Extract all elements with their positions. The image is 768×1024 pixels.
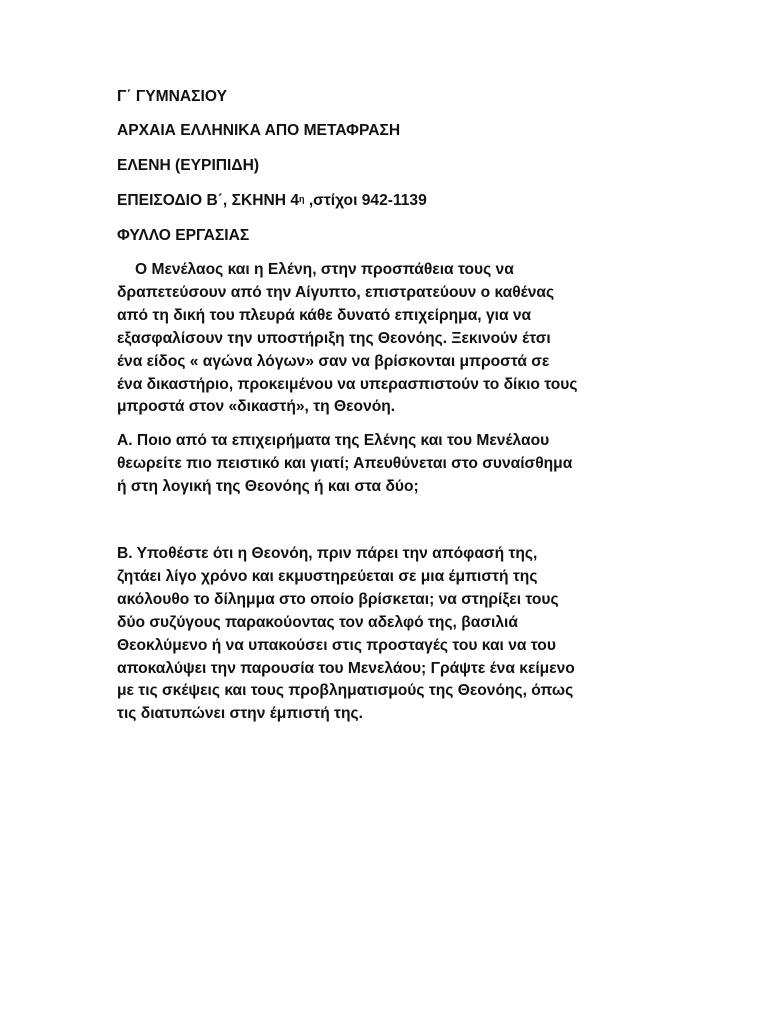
question-b-line: αποκαλύψει την παρουσία του Μενελάου; Γράψτε ένα κείμενο (117, 659, 575, 677)
question-a-line: θεωρείτε πιο πειστικό και γιατί; Απευθύνεται στο συναίσθημα (117, 454, 573, 472)
question-a-line: Α. Ποιο από τα επιχειρήματα της Ελένης και του Μενέλαου (117, 432, 550, 449)
intro-line: μπροστά στον «δικαστή», τη Θεονόη. (117, 398, 396, 416)
intro-line: δραπετεύσουν από την Αίγυπτο, επιστρατεύουν ο καθένας (117, 283, 555, 301)
subject-heading: ΑΡΧΑΙΑ ΕΛΛΗΝΙΚΑ ΑΠΟ ΜΕΤΑΦΡΑΣΗ (117, 122, 401, 139)
question-b-line: δύο συζύγους παρακούοντας τον αδελφό της, βασιλιά (117, 613, 518, 631)
worksheet-heading: ΦΥΛΛΟ ΕΡΓΑΣΙΑΣ (117, 227, 250, 244)
question-b-line: με τις σκέψεις και τους προβληματισμούς της Θεονόης, όπως (117, 682, 574, 700)
episode-heading (117, 190, 427, 212)
question-b (117, 543, 657, 726)
question-b-line: ακόλουθο το δίλημμα στο οποίο βρίσκεται; να στηρίξει τους (117, 590, 559, 608)
question-a-line: ή στη λογική της Θεονόης ή και στα δύο; (117, 477, 419, 495)
grade-heading: Γ΄ ΓΥΜΝΑΣΙΟΥ (117, 88, 227, 105)
intro-line: ένα είδος « αγώνα λόγων» σαν να βρίσκονται μπροστά σε (117, 352, 550, 370)
question-b-line: Θεοκλύμενο ή να υπακούσει στις προσταγές του και να του (117, 636, 556, 654)
intro-line: ένα δικαστήριο, προκειμένου να υπερασπιστούν το δίκιο τους (117, 375, 578, 393)
episode-superscript: η (299, 194, 305, 204)
question-a (117, 430, 657, 499)
work-heading: ΕΛΕΝΗ (ΕΥΡΙΠΙΔΗ) (117, 157, 260, 174)
question-b-line: Β. Υποθέστε ότι η Θεονόη, πριν πάρει την απόφασή της, (117, 545, 538, 562)
episode-prefix: ΕΠΕΙΣΟΔΙΟ Β΄, ΣΚΗΝΗ 4 (117, 192, 299, 209)
question-b-line: ζητάει λίγο χρόνο και εκμυστηρεύεται σε μια έμπιστή της (117, 567, 538, 585)
intro-line: από τη δική του πλευρά κάθε δυνατό επιχείρημα, για να (117, 306, 532, 324)
intro-line: Ο Μενέλαος και η Ελένη, στην προσπάθεια τους να (135, 261, 514, 278)
question-b-line: τις διατυπώνει στην έμπιστή της. (117, 705, 363, 723)
intro-line: εξασφαλίσουν την υποστήριξη της Θεονόης. Ξεκινούν έτσι (117, 329, 551, 347)
episode-suffix: ,στίχοι 942-1139 (304, 192, 427, 209)
intro-paragraph (117, 259, 657, 419)
